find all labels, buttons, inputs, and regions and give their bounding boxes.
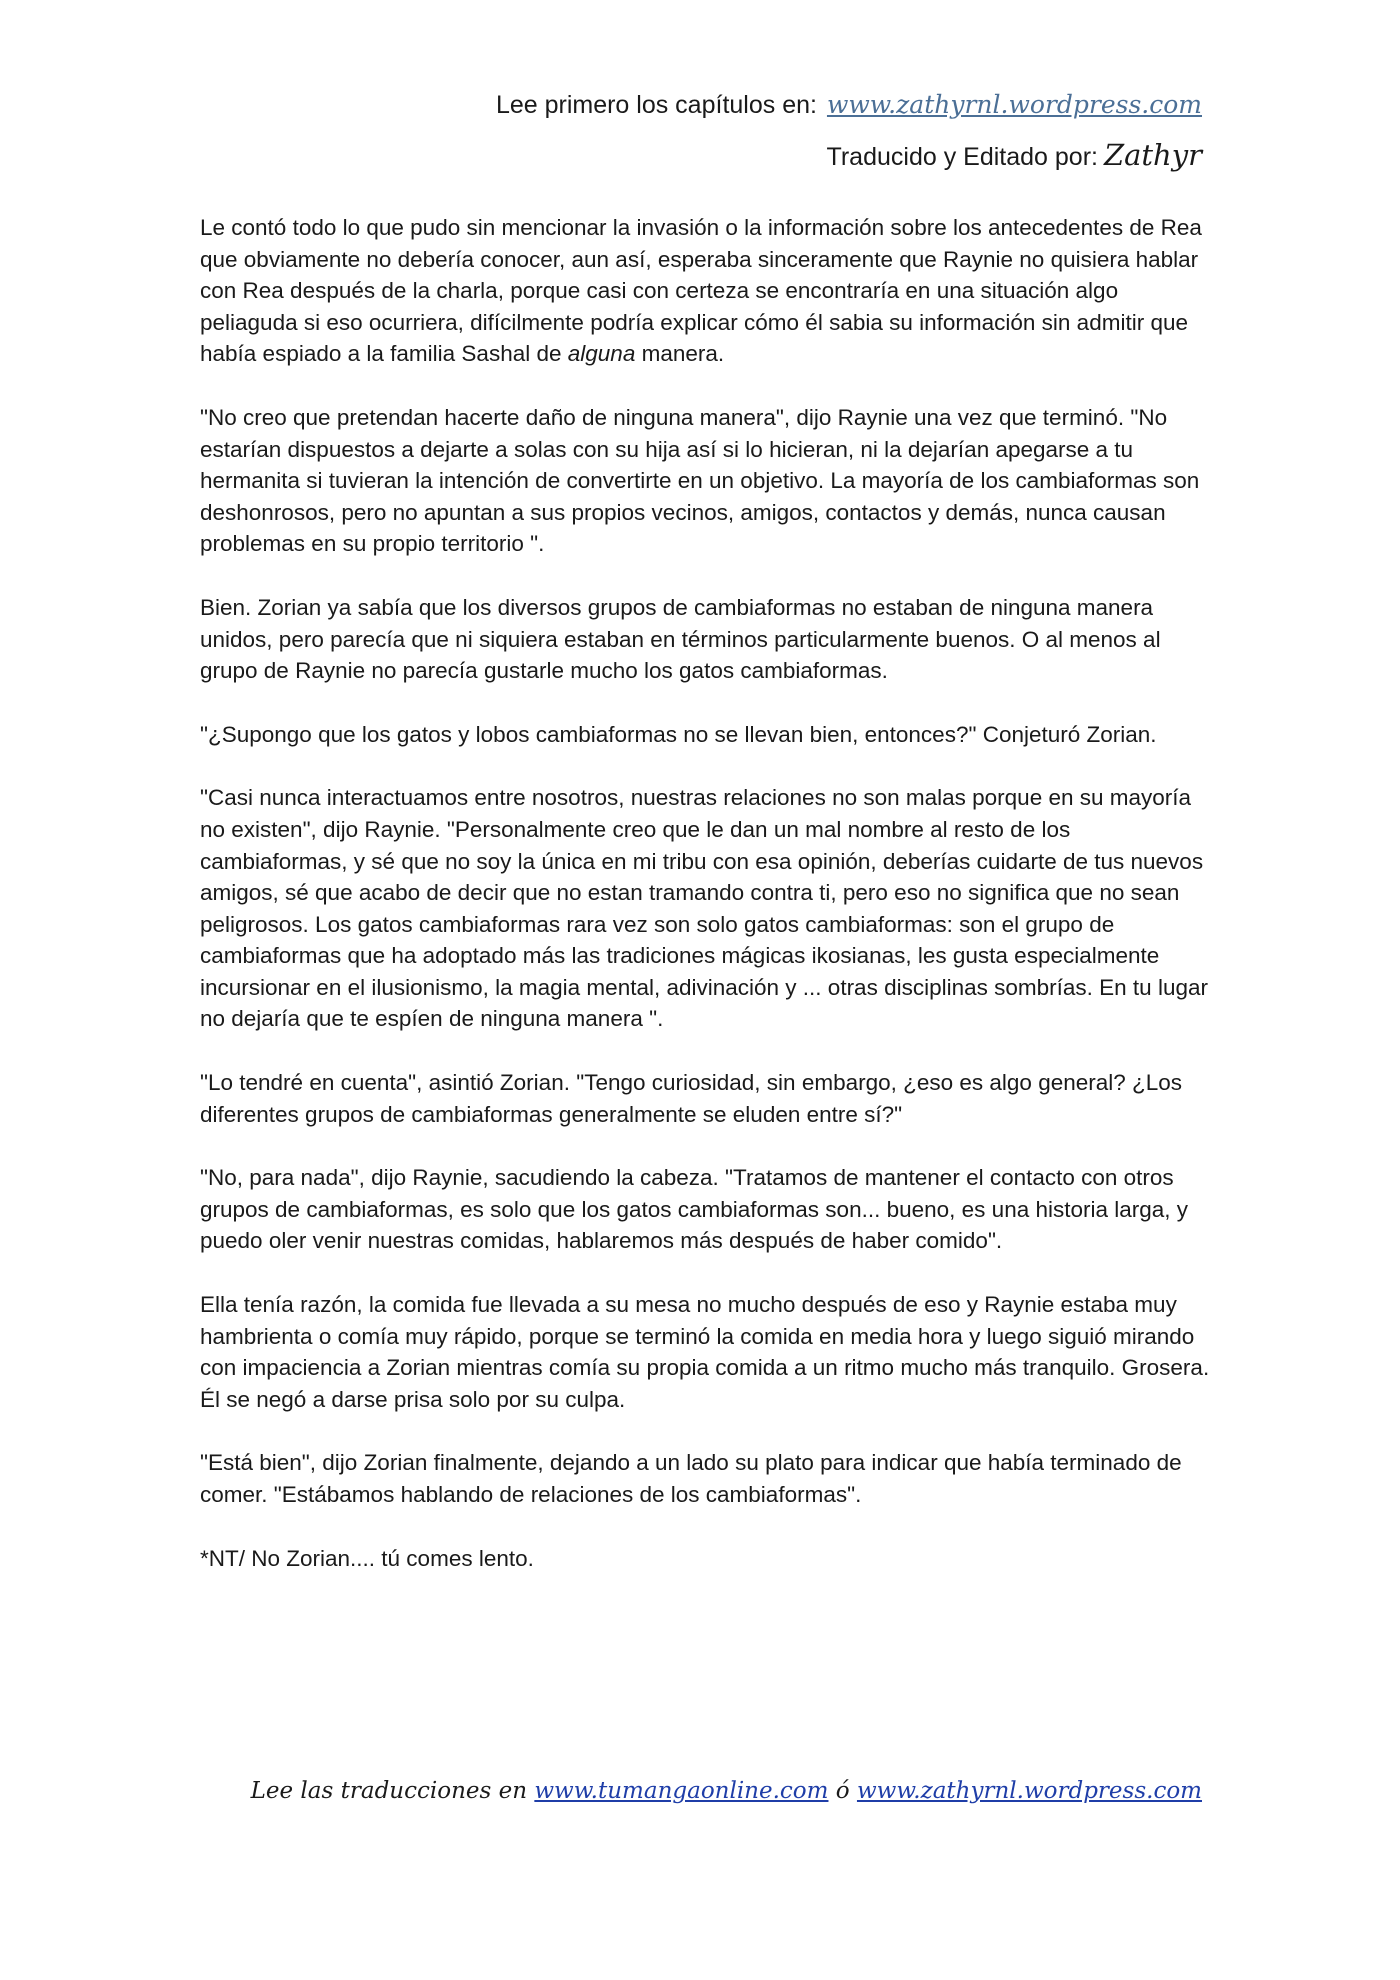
footer-separator: ó xyxy=(835,1778,850,1804)
paragraph-1-emphasis: alguna xyxy=(567,341,636,367)
paragraph-2: "No creo que pretendan hacerte daño de ninguna manera", dijo Raynie una vez que terminó. "No estarían dispuestos a dejarte a solas con su hija así si lo hicieran, ni la dejarían apegarse a tu hermanita si tuvieran la intención de convertirte en un objetivo. La mayoría de los cambiaformas son deshonrosos, pero no apuntan a sus propios vecinos, amigos, contactos y demás, nunca causan problemas en su propio territorio ". xyxy=(200,404,1200,557)
paragraph-5: "Casi nunca interactuamos entre nosotros, nuestras relaciones no son malas porque en su mayoría no existen", dijo Raynie. "Personalmente creo que le dan un mal nombre al resto de los cambiaformas, y sé que no soy la única en mi tribu con esa opinión, deberías cuidarte de tus nuevos amigos, sé que acabo de decir que no estan tramando contra ti, pero eso no significa que no sean peligrosos. Los gatos cambiaformas rara vez son solo gatos cambiaformas: son el grupo de cambiaformas que ha adoptado más las tradiciones mágicas ikosianas, les gusta especialmente incursionar en el ilusionismo, la magia mental, adivinación y ... otras disciplinas sombrías. En tu lugar no dejaría que te espíen de ninguna manera ". xyxy=(200,785,1208,1032)
header-url-link[interactable]: www.zathyrnl.wordpress.com xyxy=(826,90,1202,119)
paragraph-9: "Está bien", dijo Zorian finalmente, dejando a un lado su plato para indicar que había terminado de comer. "Estábamos hablando de relaciones de los cambiaformas". xyxy=(200,1450,1182,1507)
footer-prefix: Lee las traducciones en xyxy=(250,1778,528,1804)
header-read-first xyxy=(496,90,1202,120)
paragraph-1-text-a: Le contó todo lo que pudo sin mencionar la invasión o la información sobre los antecedentes de Rea que obviamente no debería conocer, aun así, esperaba sinceramente que Raynie no quisiera hablar con Rea después de la charla, porque casi con certeza se encontraría en una situación algo peliaguda si eso ocurriera, difícilmente podría explicar cómo él sabia su información sin admitir que había espiado a la familia Sashal de xyxy=(200,215,1202,367)
header-credit-prefix: Traducido y Editado por: xyxy=(826,143,1098,171)
footer-link-zathyrnl[interactable]: www.zathyrnl.wordpress.com xyxy=(856,1778,1202,1804)
paragraph-8: Ella tenía razón, la comida fue llevada a su mesa no mucho después de eso y Raynie estaba muy hambrienta o comía muy rápido, porque se terminó la comida en media hora y luego siguió mirando con impaciencia a Zorian mientras comía su propia comida a un ritmo mucho más tranquilo. Grosera. Él se negó a darse prisa solo por su culpa. xyxy=(200,1292,1210,1412)
paragraph-3: Bien. Zorian ya sabía que los diversos grupos de cambiaformas no estaban de ninguna manera unidos, pero parecía que ni siquiera estaban en términos particularmente buenos. O al menos al grupo de Raynie no parecía gustarle mucho los gatos cambiaformas. xyxy=(200,594,1161,684)
paragraph-1-text-b: manera. xyxy=(641,341,725,367)
paragraph-7: "No, para nada", dijo Raynie, sacudiendo la cabeza. "Tratamos de mantener el contacto con otros grupos de cambiaformas, es solo que los gatos cambiaformas son... bueno, es una historia larga, y puedo oler venir nuestras comidas, hablaremos más después de haber comido". xyxy=(200,1165,1189,1254)
header-credit xyxy=(827,138,1202,172)
header-credit-name: Zathyr xyxy=(1103,138,1202,172)
document-body xyxy=(200,212,1210,1606)
paragraph-1 xyxy=(200,212,1210,370)
paragraph-6: "Lo tendré en cuenta", asintió Zorian. "Tengo curiosidad, sin embargo, ¿eso es algo general? ¿Los diferentes grupos de cambiaformas generalmente se eluden entre sí?" xyxy=(200,1070,1183,1127)
paragraph-4: "¿Supongo que los gatos y lobos cambiaformas no se llevan bien, entonces?" Conjeturó Zorian. xyxy=(200,721,1157,747)
footer-translations xyxy=(251,1778,1202,1804)
footer-link-tumangaonline[interactable]: www.tumangaonline.com xyxy=(534,1778,829,1804)
header-prefix: Lee primero los capítulos en: xyxy=(495,91,817,119)
paragraph-10-note: *NT/ No Zorian.... tú comes lento. xyxy=(200,1545,534,1571)
